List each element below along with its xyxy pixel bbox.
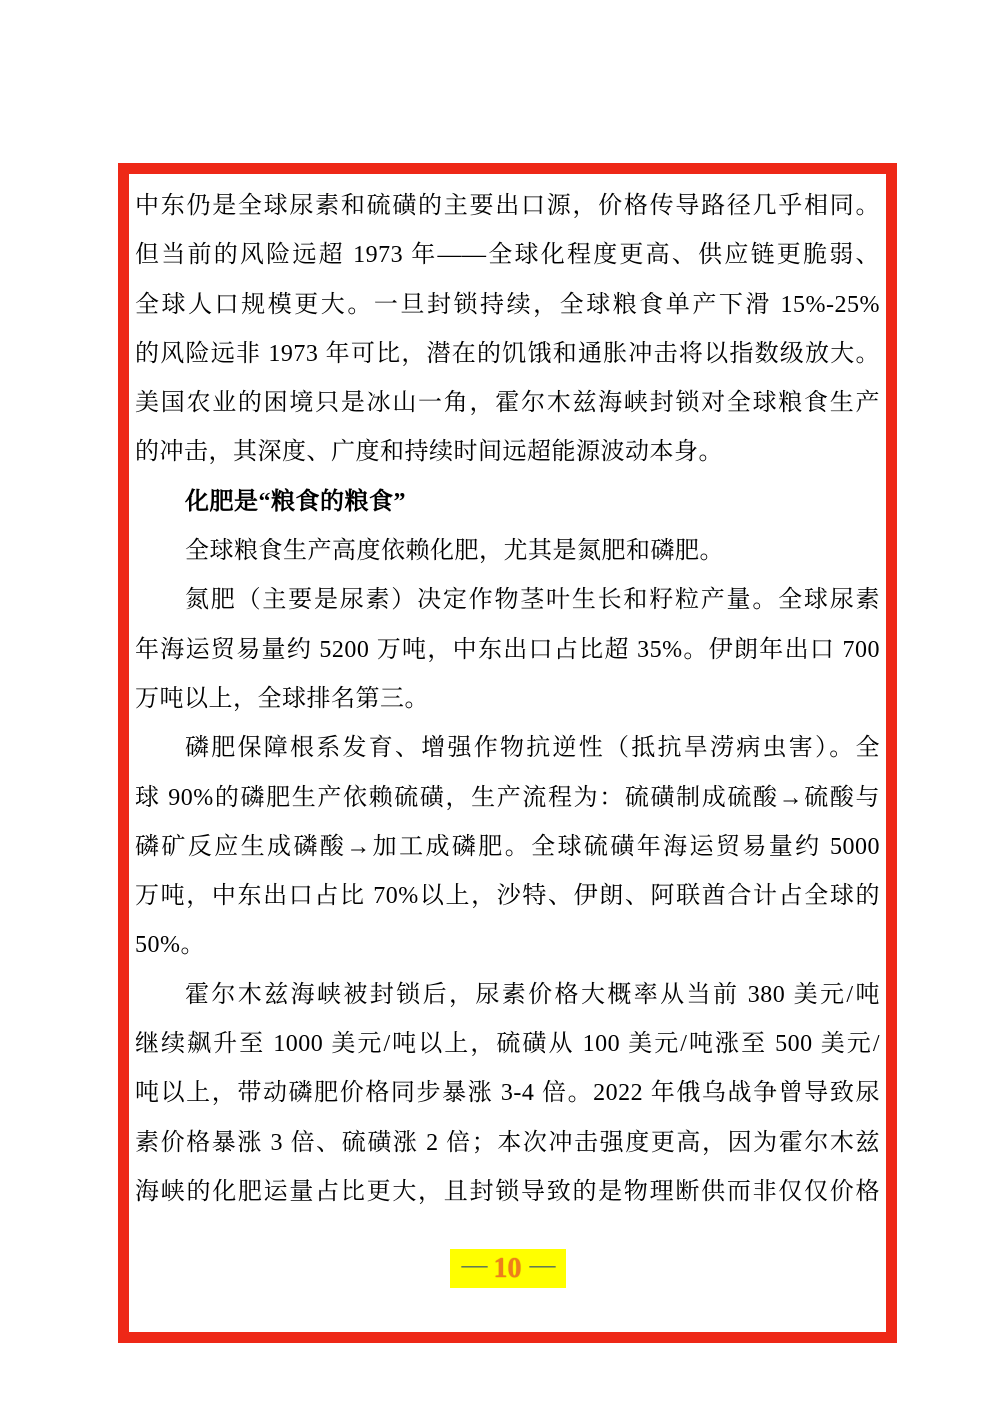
text-line: 继续飙升至 1000 美元/吨以上，硫磺从 100 美元/吨涨至 500 美元/ — [135, 1031, 880, 1058]
text-line: 美国农业的困境只是冰山一角，霍尔木兹海峡封锁对全球粮食生产 — [135, 390, 880, 417]
text-line: 素价格暴涨 3 倍、硫磺涨 2 倍；本次冲击强度更高，因为霍尔木兹 — [135, 1129, 880, 1156]
footer-dash-right: — — [529, 1250, 554, 1280]
text-line: 万吨以上，全球排名第三。 — [135, 685, 429, 712]
page-border-frame — [118, 163, 897, 1343]
footer-dash-left: — — [461, 1250, 486, 1280]
page-number: 10 — [493, 1253, 522, 1285]
text-line: 的风险远非 1973 年可比，潜在的饥饿和通胀冲击将以指数级放大。 — [135, 340, 880, 367]
text-line: 氮肥（主要是尿素）决定作物茎叶生长和籽粒产量。全球尿素 — [185, 587, 880, 614]
text-line: 磷肥保障根系发育、增强作物抗逆性（抵抗旱涝病虫害）。全 — [185, 735, 880, 762]
text-line: 海峡的化肥运量占比更大，且封锁导致的是物理断供而非仅仅价格 — [135, 1178, 880, 1205]
text-line: 霍尔木兹海峡被封锁后，尿素价格大概率从当前 380 美元/吨 — [185, 981, 880, 1008]
section-heading: 化肥是“粮食的粮食” — [185, 488, 406, 515]
text-line: 吨以上，带动磷肥价格同步暴涨 3-4 倍。2022 年俄乌战争曾导致尿 — [135, 1080, 880, 1107]
text-line: 50%。 — [135, 932, 205, 959]
text-line: 全球人口规模更大。一旦封锁持续，全球粮食单产下滑 15%-25% — [135, 291, 880, 318]
page-number-highlight — [450, 1249, 566, 1288]
page-footer — [135, 1249, 880, 1288]
text-line: 磷矿反应生成磷酸→加工成磷肥。全球硫磺年海运贸易量约 5000 — [135, 833, 880, 860]
text-line: 万吨，中东出口占比 70%以上，沙特、伊朗、阿联酋合计占全球的 — [135, 883, 880, 910]
text-line: 球 90%的磷肥生产依赖硫磺，生产流程为：硫磺制成硫酸→硫酸与 — [135, 784, 880, 811]
text-line: 但当前的风险远超 1973 年——全球化程度更高、供应链更脆弱、 — [135, 242, 880, 269]
text-line: 中东仍是全球尿素和硫磺的主要出口源，价格传导路径几乎相同。 — [135, 193, 880, 219]
text-line: 全球粮食生产高度依赖化肥，尤其是氮肥和磷肥。 — [185, 538, 724, 565]
text-line: 年海运贸易量约 5200 万吨，中东出口占比超 35%。伊朗年出口 700 — [135, 636, 880, 663]
text-line: 的冲击，其深度、广度和持续时间远超能源波动本身。 — [135, 439, 723, 466]
